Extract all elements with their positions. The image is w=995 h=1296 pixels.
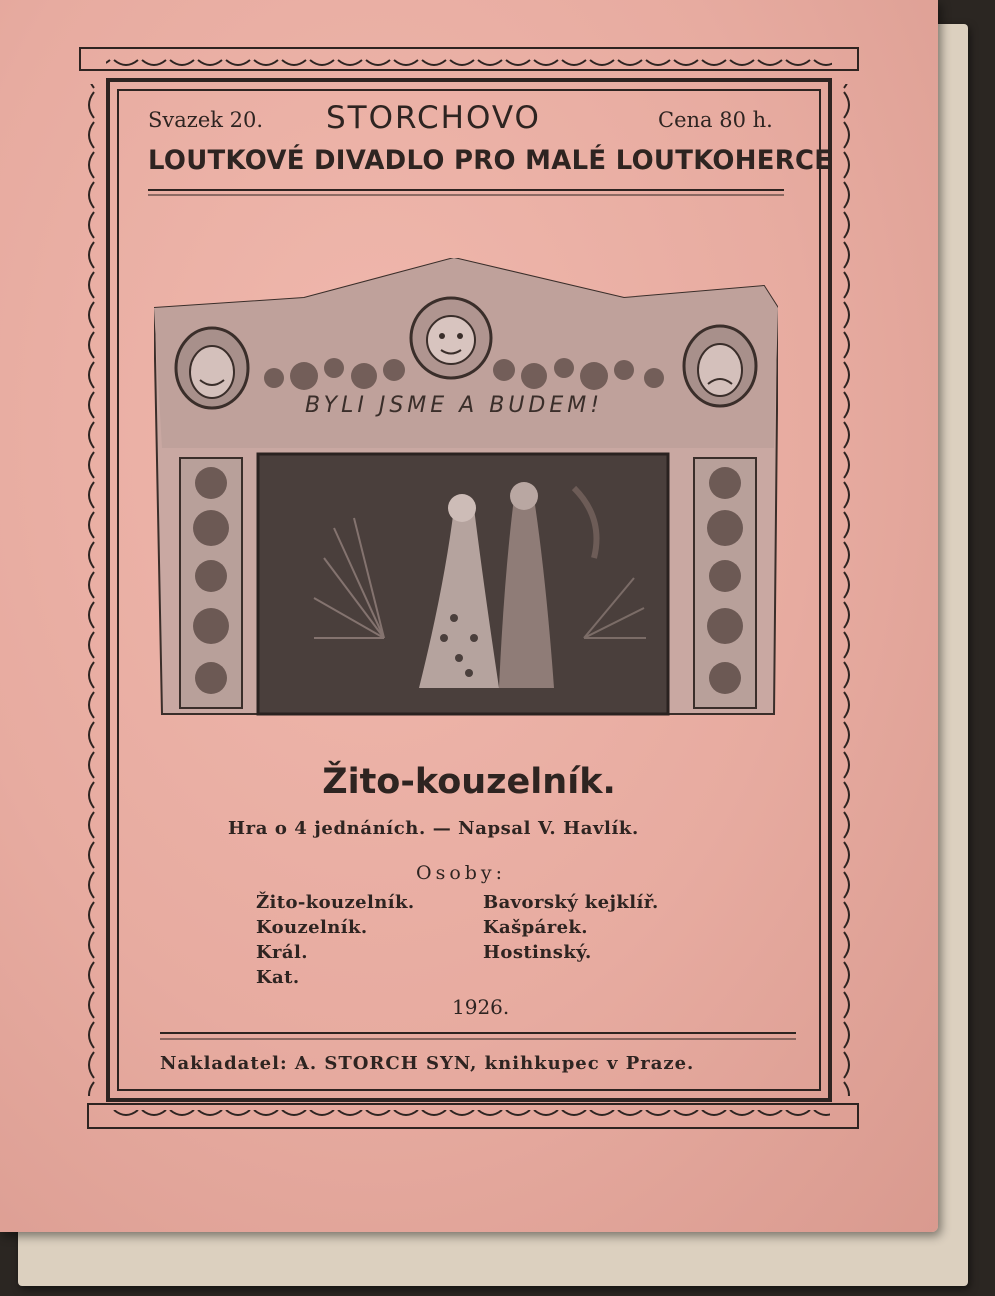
series-title: STORCHOVO [326, 100, 541, 136]
cast-item: Kat. [256, 967, 300, 988]
publication-year: 1926. [452, 995, 510, 1019]
cast-item: Kašpárek. [483, 917, 588, 938]
cast-item: Hostinský. [483, 942, 592, 963]
play-title: Žito-kouzelník. [322, 762, 616, 802]
theatre-banner-text: BYLI JSME A BUDEM! [304, 393, 604, 418]
cast-item: Kouzelník. [256, 917, 368, 938]
cast-list-right [483, 890, 659, 965]
play-info: Hra o 4 jednáních. — Napsal V. Havlík. [228, 818, 639, 839]
cast-item: Bavorský kejklíř. [483, 892, 659, 913]
cast-item: Žito-kouzelník. [256, 892, 415, 913]
cast-list-left [256, 890, 415, 990]
cast-item: Král. [256, 942, 308, 963]
puppet-theatre-illustration [154, 258, 778, 716]
series-subtitle: LOUTKOVÉ DIVADLO PRO MALÉ LOUTKOHERCE [148, 145, 833, 176]
volume-number: Svazek 20. [148, 108, 264, 132]
price: Cena 80 h. [658, 108, 773, 132]
persons-heading: Osoby: [416, 862, 507, 884]
publisher-line: Nakladatel: A. STORCH SYN, knihkupec v Praze. [160, 1053, 695, 1074]
